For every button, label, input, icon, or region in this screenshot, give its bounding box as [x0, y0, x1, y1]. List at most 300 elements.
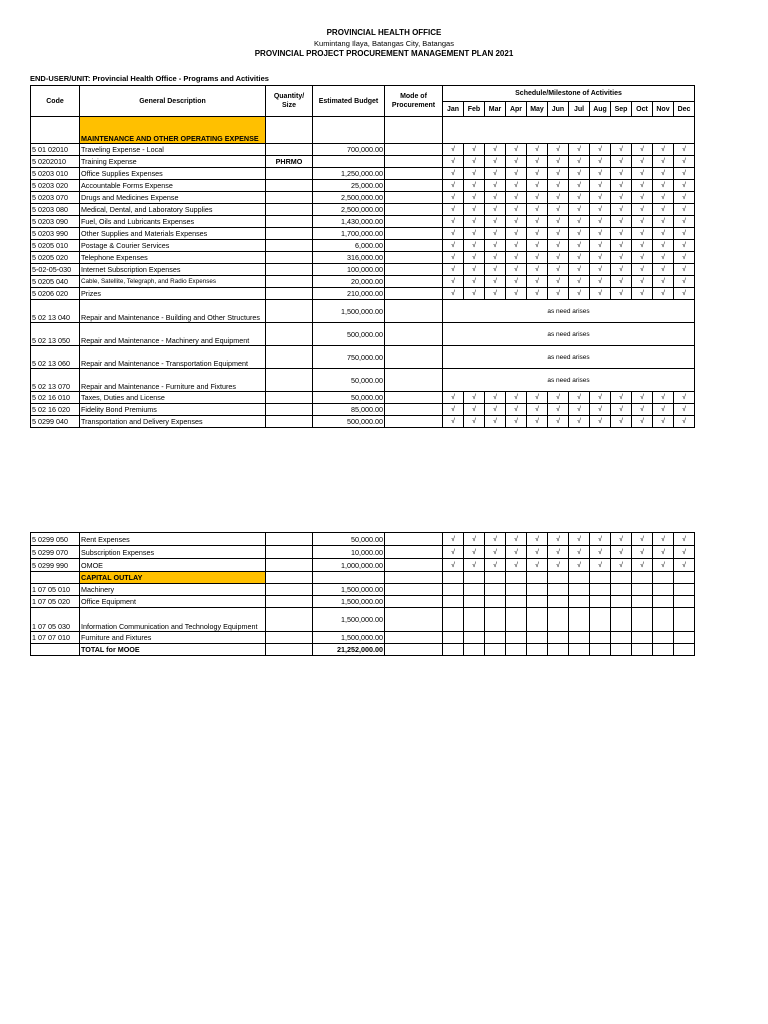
table-row [31, 608, 695, 632]
code-cell: 5 0203 070 [31, 192, 80, 204]
schedule-cell [590, 572, 611, 584]
schedule-cell [443, 644, 464, 656]
schedule-check-jul: √ [569, 168, 590, 180]
schedule-check-jul: √ [569, 276, 590, 288]
schedule-check-feb: √ [464, 240, 485, 252]
schedule-check-jul: √ [569, 180, 590, 192]
mode-cell [385, 240, 443, 252]
schedule-check-may: √ [527, 404, 548, 416]
schedule-check-jul: √ [569, 416, 590, 428]
description-cell: Furniture and Fixtures [80, 632, 266, 644]
schedule-cell [632, 644, 653, 656]
schedule-check-dec: √ [674, 392, 695, 404]
month-header-apr: Apr [506, 102, 527, 117]
description-cell: Repair and Maintenance - Machinery and Equipment [80, 323, 266, 346]
schedule-cell [674, 644, 695, 656]
mode-cell [385, 533, 443, 546]
table-row [31, 288, 695, 300]
schedule-check-dec [674, 632, 695, 644]
schedule-check-jun: √ [548, 216, 569, 228]
schedule-check-jun: √ [548, 156, 569, 168]
schedule-check-jun: √ [548, 533, 569, 546]
schedule-check-sep [611, 608, 632, 632]
description-cell: Office Supplies Expenses [80, 168, 266, 180]
schedule-check-jul: √ [569, 216, 590, 228]
schedule-check-oct: √ [632, 533, 653, 546]
code-cell: 5 0206 020 [31, 288, 80, 300]
schedule-check-mar: √ [485, 156, 506, 168]
quantity-cell [266, 323, 313, 346]
quantity-cell [266, 416, 313, 428]
schedule-check-mar: √ [485, 168, 506, 180]
schedule-check-aug: √ [590, 546, 611, 559]
budget-cell: 2,500,000.00 [313, 192, 385, 204]
budget-cell: 1,250,000.00 [313, 168, 385, 180]
mode-cell [385, 392, 443, 404]
schedule-check-jun: √ [548, 546, 569, 559]
schedule-check-sep: √ [611, 252, 632, 264]
schedule-check-aug: √ [590, 392, 611, 404]
quantity-cell [266, 228, 313, 240]
budget-cell: 2,500,000.00 [313, 204, 385, 216]
schedule-check-sep [611, 584, 632, 596]
table-row [31, 252, 695, 264]
mode-cell [385, 369, 443, 392]
schedule-check-mar [485, 596, 506, 608]
schedule-check-apr: √ [506, 156, 527, 168]
schedule-check-jan: √ [443, 228, 464, 240]
quantity-cell [266, 168, 313, 180]
schedule-cell [590, 644, 611, 656]
schedule-check-feb: √ [464, 156, 485, 168]
schedule-check-may: √ [527, 180, 548, 192]
schedule-as-need: as need arises [443, 323, 695, 346]
quantity-cell [266, 392, 313, 404]
code-cell: 1 07 05 030 [31, 608, 80, 632]
schedule-check-aug: √ [590, 264, 611, 276]
schedule-check-mar: √ [485, 216, 506, 228]
schedule-check-jan: √ [443, 252, 464, 264]
quantity-cell [266, 180, 313, 192]
schedule-check-nov: √ [653, 288, 674, 300]
description-cell: Telephone Expenses [80, 252, 266, 264]
schedule-check-dec: √ [674, 156, 695, 168]
schedule-check-nov: √ [653, 546, 674, 559]
schedule-check-nov: √ [653, 180, 674, 192]
table-row [31, 596, 695, 608]
budget-cell: 85,000.00 [313, 404, 385, 416]
schedule-check-nov: √ [653, 204, 674, 216]
schedule-cell [485, 644, 506, 656]
quantity-cell [266, 559, 313, 572]
mode-cell [385, 608, 443, 632]
schedule-check-feb [464, 608, 485, 632]
schedule-check-nov: √ [653, 392, 674, 404]
schedule-check-jun [548, 584, 569, 596]
code-cell: 5 02 13 060 [31, 346, 80, 369]
schedule-check-dec: √ [674, 252, 695, 264]
schedule-check-jun: √ [548, 192, 569, 204]
mode-cell [385, 584, 443, 596]
schedule-check-apr: √ [506, 204, 527, 216]
table-row [31, 180, 695, 192]
office-name: PROVINCIAL HEALTH OFFICE [326, 28, 442, 37]
code-cell: 5 0299 040 [31, 416, 80, 428]
budget-cell: 1,500,000.00 [313, 608, 385, 632]
schedule-check-jun: √ [548, 276, 569, 288]
schedule-check-feb [464, 632, 485, 644]
total-label: TOTAL for MOOE [80, 644, 266, 656]
schedule-check-sep: √ [611, 168, 632, 180]
schedule-check-jul: √ [569, 392, 590, 404]
schedule-check-jan: √ [443, 156, 464, 168]
quantity-cell [266, 608, 313, 632]
description-cell: Training Expense [80, 156, 266, 168]
schedule-check-sep [611, 632, 632, 644]
schedule-check-may: √ [527, 144, 548, 156]
schedule-check-oct: √ [632, 392, 653, 404]
schedule-check-apr: √ [506, 559, 527, 572]
schedule-check-aug: √ [590, 288, 611, 300]
schedule-check-aug: √ [590, 180, 611, 192]
schedule-check-aug: √ [590, 168, 611, 180]
schedule-check-aug [590, 596, 611, 608]
schedule-check-apr: √ [506, 264, 527, 276]
schedule-check-jan: √ [443, 240, 464, 252]
code-cell: 1 07 05 020 [31, 596, 80, 608]
schedule-check-jun: √ [548, 392, 569, 404]
schedule-check-jan: √ [443, 192, 464, 204]
schedule-check-jan: √ [443, 546, 464, 559]
table-row [31, 323, 695, 346]
code-cell: 5 0203 020 [31, 180, 80, 192]
end-user-unit: END-USER/UNIT: Provincial Health Office - Programs and Activities [30, 74, 269, 83]
budget-cell: 100,000.00 [313, 264, 385, 276]
schedule-check-sep: √ [611, 192, 632, 204]
mode-cell [385, 180, 443, 192]
schedule-check-jan: √ [443, 559, 464, 572]
code-cell: 5 0299 050 [31, 533, 80, 546]
schedule-check-mar [485, 632, 506, 644]
budget-cell: 1,430,000.00 [313, 216, 385, 228]
schedule-check-oct: √ [632, 288, 653, 300]
schedule-check-jul: √ [569, 144, 590, 156]
schedule-cell [527, 572, 548, 584]
schedule-check-apr: √ [506, 192, 527, 204]
code-cell: 5 02 16 010 [31, 392, 80, 404]
schedule-check-feb: √ [464, 288, 485, 300]
schedule-check-jul: √ [569, 192, 590, 204]
quantity-cell [266, 216, 313, 228]
quantity-cell [266, 546, 313, 559]
col-header-description: General Description [80, 86, 266, 117]
mode-cell [385, 300, 443, 323]
schedule-check-feb: √ [464, 546, 485, 559]
schedule-cell [611, 644, 632, 656]
schedule-check-nov [653, 632, 674, 644]
mode-cell [385, 252, 443, 264]
schedule-cell [569, 572, 590, 584]
quantity-cell [266, 264, 313, 276]
budget-cell: 20,000.00 [313, 276, 385, 288]
schedule-check-apr [506, 608, 527, 632]
schedule-check-sep: √ [611, 559, 632, 572]
code-cell: 5 0203 090 [31, 216, 80, 228]
quantity-cell [266, 369, 313, 392]
schedule-check-jun: √ [548, 228, 569, 240]
table-row [31, 204, 695, 216]
month-header-dec: Dec [674, 102, 695, 117]
description-cell: Accountable Forms Expense [80, 180, 266, 192]
schedule-check-aug: √ [590, 156, 611, 168]
schedule-check-dec: √ [674, 533, 695, 546]
quantity-cell [266, 240, 313, 252]
mode-cell [385, 346, 443, 369]
budget-cell: 316,000.00 [313, 252, 385, 264]
schedule-check-sep: √ [611, 533, 632, 546]
schedule-check-may: √ [527, 228, 548, 240]
schedule-check-nov: √ [653, 216, 674, 228]
description-cell: Repair and Maintenance - Building and Other Structures [80, 300, 266, 323]
schedule-check-sep: √ [611, 204, 632, 216]
section-capital-outlay: CAPITAL OUTLAY [80, 572, 266, 584]
total-budget: 21,252,000.00 [313, 644, 385, 656]
budget-cell [313, 156, 385, 168]
code-cell: 5 01 02010 [31, 144, 80, 156]
budget-cell: 500,000.00 [313, 416, 385, 428]
schedule-check-sep [611, 596, 632, 608]
schedule-check-sep: √ [611, 546, 632, 559]
mode-cell [385, 276, 443, 288]
schedule-check-aug: √ [590, 240, 611, 252]
schedule-check-may: √ [527, 192, 548, 204]
schedule-check-mar: √ [485, 180, 506, 192]
schedule-check-dec: √ [674, 416, 695, 428]
schedule-check-nov [653, 608, 674, 632]
schedule-check-dec: √ [674, 228, 695, 240]
schedule-check-jul: √ [569, 252, 590, 264]
schedule-check-mar: √ [485, 559, 506, 572]
schedule-check-jan: √ [443, 416, 464, 428]
code-cell [31, 644, 80, 656]
description-cell: Prizes [80, 288, 266, 300]
description-cell: Repair and Maintenance - Transportation Equipment [80, 346, 266, 369]
schedule-check-feb [464, 584, 485, 596]
schedule-check-nov [653, 596, 674, 608]
schedule-check-jun: √ [548, 204, 569, 216]
schedule-check-feb: √ [464, 559, 485, 572]
schedule-cell [653, 644, 674, 656]
month-header-oct: Oct [632, 102, 653, 117]
ppmp-table-page1 [30, 85, 695, 428]
code-cell: 5 0202010 [31, 156, 80, 168]
table-row [31, 533, 695, 546]
schedule-check-aug: √ [590, 276, 611, 288]
schedule-check-sep: √ [611, 180, 632, 192]
code-cell: 5 02 13 070 [31, 369, 80, 392]
description-cell: Information Communication and Technology Equipment [80, 608, 266, 632]
schedule-check-may: √ [527, 264, 548, 276]
schedule-check-oct: √ [632, 546, 653, 559]
budget-cell: 700,000.00 [313, 144, 385, 156]
schedule-check-feb: √ [464, 144, 485, 156]
schedule-check-may: √ [527, 204, 548, 216]
budget-cell: 1,000,000.00 [313, 559, 385, 572]
schedule-cell [653, 572, 674, 584]
schedule-cell [632, 572, 653, 584]
schedule-cell [506, 644, 527, 656]
budget-cell: 750,000.00 [313, 346, 385, 369]
month-header-jan: Jan [443, 102, 464, 117]
total-row [31, 644, 695, 656]
table-row [31, 192, 695, 204]
schedule-check-apr: √ [506, 240, 527, 252]
schedule-check-feb: √ [464, 416, 485, 428]
schedule-check-may: √ [527, 546, 548, 559]
schedule-check-nov: √ [653, 192, 674, 204]
schedule-check-jul [569, 608, 590, 632]
schedule-check-sep: √ [611, 264, 632, 276]
schedule-check-jun [548, 608, 569, 632]
description-cell: Medical, Dental, and Laboratory Supplies [80, 204, 266, 216]
schedule-check-dec: √ [674, 240, 695, 252]
mode-cell [385, 404, 443, 416]
quantity-cell [266, 288, 313, 300]
mode-cell [385, 559, 443, 572]
schedule-check-may: √ [527, 533, 548, 546]
schedule-check-apr: √ [506, 144, 527, 156]
schedule-check-may: √ [527, 416, 548, 428]
schedule-check-jun: √ [548, 264, 569, 276]
budget-cell: 1,500,000.00 [313, 584, 385, 596]
schedule-check-oct: √ [632, 276, 653, 288]
table-row [31, 300, 695, 323]
schedule-check-mar: √ [485, 404, 506, 416]
schedule-check-jan: √ [443, 216, 464, 228]
ppmp-table-page2 [30, 532, 695, 656]
schedule-check-dec [674, 596, 695, 608]
description-cell: Transportation and Delivery Expenses [80, 416, 266, 428]
schedule-check-jan: √ [443, 404, 464, 416]
schedule-check-jan: √ [443, 276, 464, 288]
code-cell: 5 02 13 050 [31, 323, 80, 346]
schedule-check-mar: √ [485, 240, 506, 252]
schedule-check-dec: √ [674, 264, 695, 276]
code-cell: 5 0203 010 [31, 168, 80, 180]
mode-cell [385, 156, 443, 168]
table-row [31, 228, 695, 240]
schedule-check-sep: √ [611, 156, 632, 168]
table-row [31, 404, 695, 416]
schedule-cell [548, 644, 569, 656]
schedule-check-jan: √ [443, 264, 464, 276]
schedule-check-dec: √ [674, 276, 695, 288]
schedule-check-feb: √ [464, 204, 485, 216]
schedule-check-aug: √ [590, 228, 611, 240]
schedule-check-mar: √ [485, 276, 506, 288]
quantity-cell [266, 204, 313, 216]
schedule-cell [443, 572, 464, 584]
schedule-check-jan [443, 584, 464, 596]
schedule-check-dec [674, 584, 695, 596]
code-cell: 1 07 05 010 [31, 584, 80, 596]
schedule-cell [611, 572, 632, 584]
schedule-check-mar: √ [485, 416, 506, 428]
schedule-check-jul: √ [569, 404, 590, 416]
schedule-check-oct: √ [632, 559, 653, 572]
schedule-check-aug: √ [590, 404, 611, 416]
mode-cell [385, 144, 443, 156]
schedule-check-jun: √ [548, 288, 569, 300]
schedule-check-feb: √ [464, 276, 485, 288]
schedule-check-mar: √ [485, 252, 506, 264]
description-cell: Drugs and Medicines Expense [80, 192, 266, 204]
table-row [31, 584, 695, 596]
schedule-check-feb: √ [464, 180, 485, 192]
schedule-check-sep: √ [611, 228, 632, 240]
quantity-cell [266, 632, 313, 644]
schedule-check-mar: √ [485, 228, 506, 240]
schedule-check-jul [569, 632, 590, 644]
schedule-check-mar: √ [485, 204, 506, 216]
office-address: Kumintang Ilaya, Batangas City, Batangas [314, 39, 454, 48]
schedule-check-dec: √ [674, 404, 695, 416]
code-cell: 5 0205 010 [31, 240, 80, 252]
description-cell: Postage & Courier Services [80, 240, 266, 252]
mode-cell [385, 632, 443, 644]
schedule-check-aug: √ [590, 144, 611, 156]
schedule-check-oct [632, 596, 653, 608]
schedule-check-jun [548, 596, 569, 608]
schedule-check-oct: √ [632, 204, 653, 216]
description-cell: Internet Subscription Expenses [80, 264, 266, 276]
mode-cell [385, 644, 443, 656]
table-row [31, 264, 695, 276]
schedule-check-nov [653, 584, 674, 596]
schedule-check-sep: √ [611, 404, 632, 416]
schedule-check-apr: √ [506, 392, 527, 404]
quantity-cell [266, 644, 313, 656]
schedule-check-oct [632, 608, 653, 632]
budget-cell: 25,000.00 [313, 180, 385, 192]
schedule-as-need: as need arises [443, 369, 695, 392]
mode-cell [385, 596, 443, 608]
schedule-check-may [527, 632, 548, 644]
schedule-check-jan: √ [443, 392, 464, 404]
mode-cell [385, 228, 443, 240]
schedule-as-need: as need arises [443, 300, 695, 323]
mode-cell [385, 572, 443, 584]
schedule-check-sep: √ [611, 288, 632, 300]
schedule-check-may: √ [527, 168, 548, 180]
schedule-check-apr: √ [506, 546, 527, 559]
schedule-check-nov: √ [653, 276, 674, 288]
schedule-check-dec: √ [674, 216, 695, 228]
schedule-check-dec: √ [674, 559, 695, 572]
schedule-check-jul: √ [569, 559, 590, 572]
schedule-check-may [527, 596, 548, 608]
description-cell: Repair and Maintenance - Furniture and Fixtures [80, 369, 266, 392]
schedule-check-mar: √ [485, 288, 506, 300]
budget-cell: 50,000.00 [313, 392, 385, 404]
schedule-check-nov: √ [653, 404, 674, 416]
schedule-check-oct [632, 584, 653, 596]
schedule-check-apr: √ [506, 180, 527, 192]
table-row [31, 346, 695, 369]
mode-cell [385, 416, 443, 428]
schedule-check-oct: √ [632, 180, 653, 192]
schedule-check-oct: √ [632, 416, 653, 428]
